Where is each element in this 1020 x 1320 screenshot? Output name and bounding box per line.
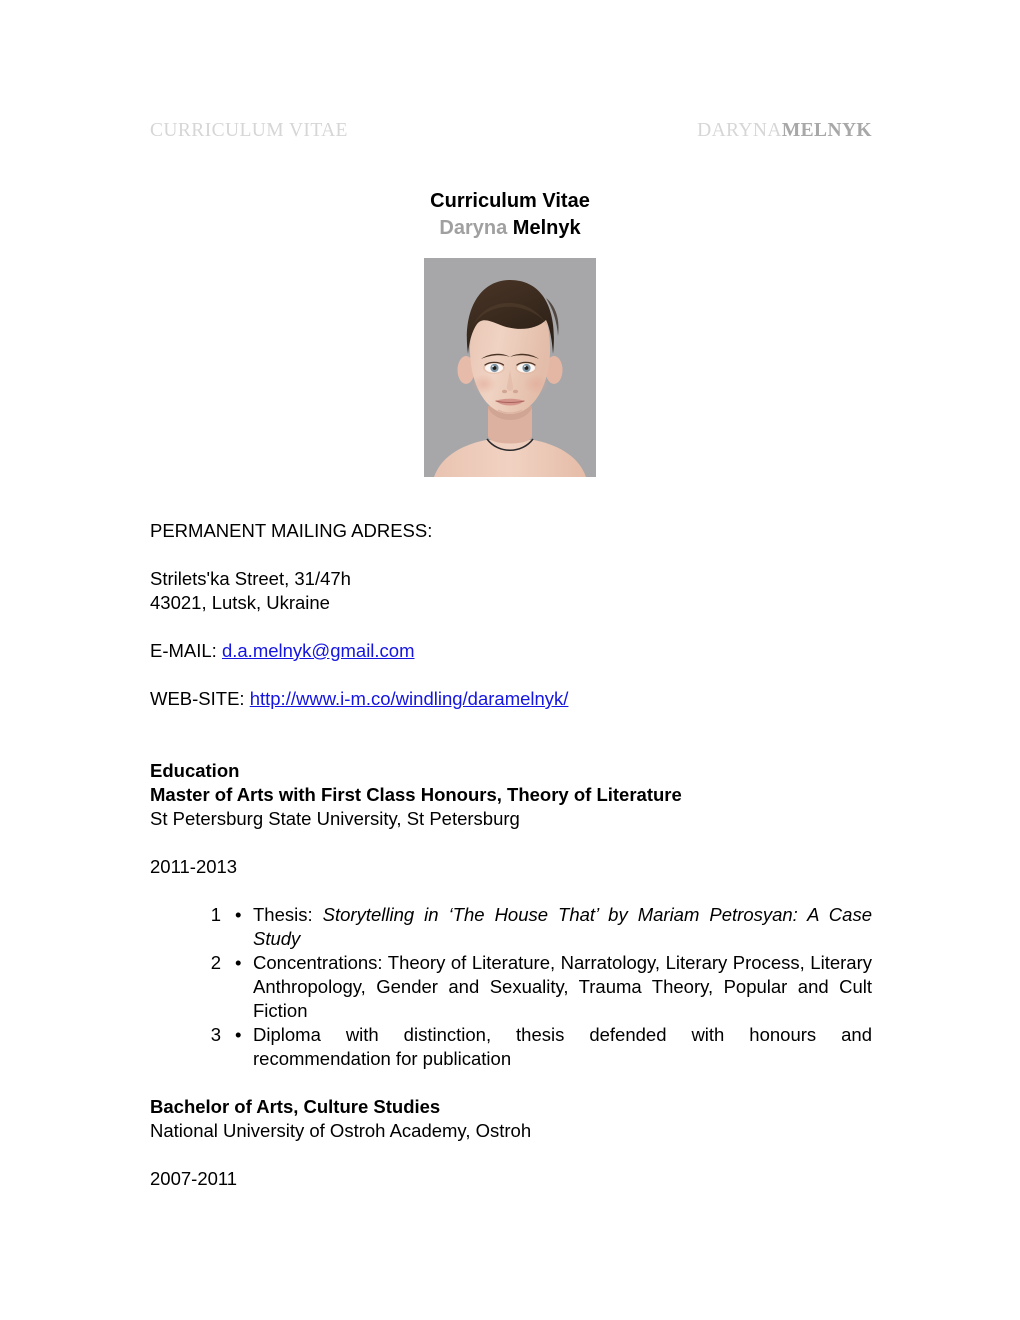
- website-link[interactable]: http://www.i-m.co/windling/daramelnyk/: [249, 688, 569, 709]
- email-link[interactable]: d.a.melnyk@gmail.com: [221, 640, 415, 661]
- candidate-last-name: Melnyk: [512, 217, 581, 239]
- spacer: [150, 1143, 872, 1167]
- mailing-address-heading: PERMANENT MAILING ADRESS:: [150, 520, 433, 541]
- header-first-name: DARYNA: [697, 120, 782, 141]
- spacer: [150, 711, 872, 735]
- spacer: [150, 831, 872, 855]
- masters-degree-title: Master of Arts with First Class Honours, Theory of Literature: [150, 784, 682, 805]
- spacer: [150, 1071, 872, 1095]
- education-heading: Education: [150, 760, 240, 781]
- list-item: [150, 1023, 872, 1071]
- address-line-1: Strilets'ka Street, 31/47h: [150, 568, 351, 589]
- list-item-italic: Storytelling in ‘The House That’ by Mariam Petrosyan: A Case Study: [253, 904, 872, 949]
- list-item-number: 1: [210, 904, 221, 925]
- bachelors-institution: National University of Ostroh Academy, Ostroh: [150, 1120, 532, 1141]
- spacer: [150, 879, 872, 903]
- masters-years: 2011-2013: [150, 856, 238, 877]
- website-label: WEB-SITE:: [150, 688, 250, 709]
- website-row: [150, 687, 872, 711]
- candidate-first-name: Daryna: [439, 217, 508, 239]
- bullet-icon: •: [235, 1024, 242, 1045]
- bullet-icon: •: [235, 952, 242, 973]
- bullet-icon: •: [235, 904, 242, 925]
- header-last-name: MELNYK: [781, 120, 872, 141]
- document-title-block: [0, 188, 1020, 242]
- list-item-text: [235, 1023, 872, 1071]
- list-item-prefix: Concentrations: Theory of Literature, Narratology, Literary Process, Literary Anthropology, Gender and Sexuality, Trauma Theory, Popular and Cult Fiction: [253, 952, 872, 1021]
- masters-details-list: [150, 903, 872, 1071]
- cv-body: [150, 519, 872, 1191]
- list-item-number: 3: [210, 1024, 221, 1045]
- spacer: [150, 663, 872, 687]
- list-item-number: 2: [210, 952, 221, 973]
- portrait-photo: [424, 258, 596, 477]
- masters-institution: St Petersburg State University, St Petersburg: [150, 808, 520, 829]
- list-item-prefix: Thesis:: [253, 904, 323, 925]
- list-item-text: [235, 903, 872, 951]
- address-line-2: 43021, Lutsk, Ukraine: [150, 592, 330, 613]
- spacer: [150, 615, 872, 639]
- portrait-illustration: [424, 258, 596, 477]
- candidate-name: [0, 215, 1020, 242]
- list-item: [150, 903, 872, 951]
- header-person-name: [697, 120, 872, 142]
- list-item: [150, 951, 872, 1023]
- list-item-text: [235, 951, 872, 1023]
- header-document-type: CURRICULUM VITAE: [150, 120, 348, 141]
- email-row: [150, 639, 872, 663]
- bachelors-years: 2007-2011: [150, 1168, 238, 1189]
- spacer: [150, 543, 872, 567]
- bachelors-degree-title: Bachelor of Arts, Culture Studies: [150, 1096, 441, 1117]
- page-title: Curriculum Vitae: [430, 190, 590, 212]
- email-label: E-MAIL:: [150, 640, 222, 661]
- running-header: [150, 120, 872, 142]
- list-item-prefix: Diploma with distinction, thesis defended with honours and recommendation for publication: [253, 1024, 872, 1069]
- spacer: [150, 735, 872, 759]
